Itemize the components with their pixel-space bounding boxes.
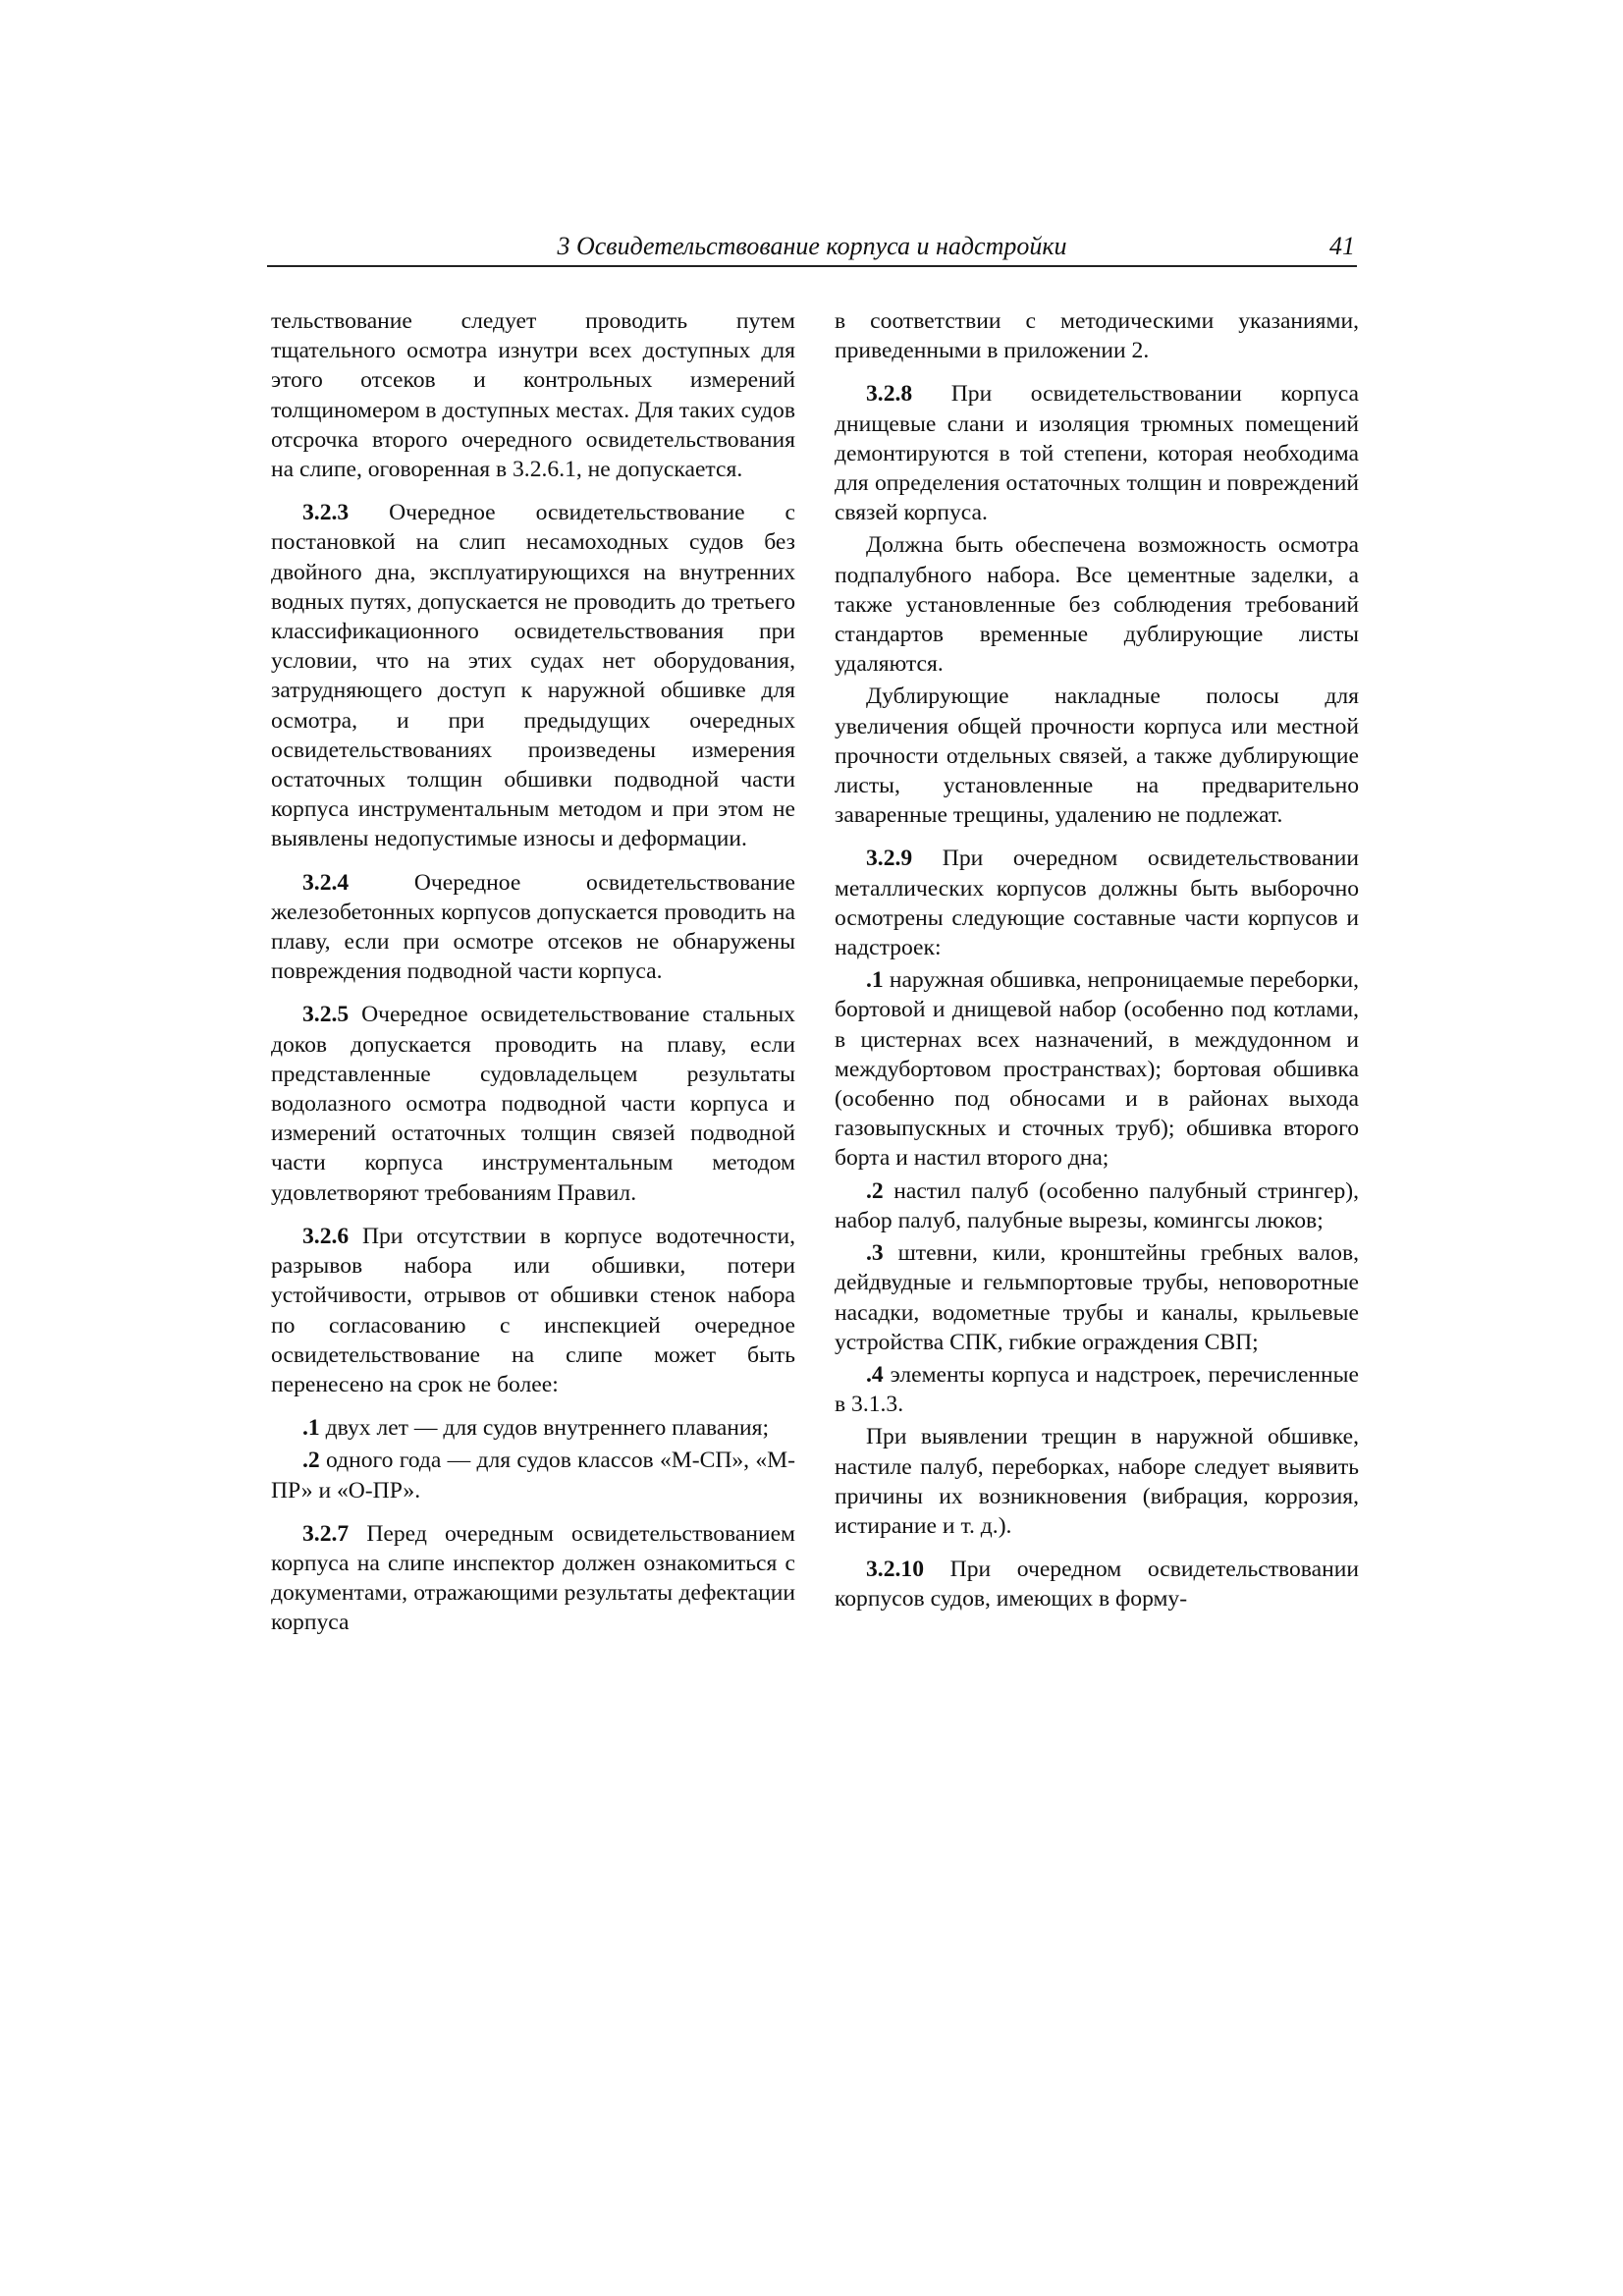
paragraph: 3.2.10 При очередном освидетельствовании корпусов судов, имеющих в форму- <box>835 1557 1359 1613</box>
clause-number: 3.2.4 <box>302 869 350 896</box>
left-column <box>271 306 795 1652</box>
clause-number: 3.2.10 <box>866 1557 924 1583</box>
item-number: .4 <box>866 1361 884 1388</box>
paragraph: 3.2.7 Перед очередным освидетельствованием корпуса на слипе инспектор должен ознакомиться с документами, отражающими результаты дефектации корпуса <box>271 1520 795 1636</box>
paragraph: тельствование следует проводить путем тщательного осмотра изнутри всех доступных для этого отсеков и контрольных измерений толщиномером в доступных местах. Для таких судов отсрочка второго очередного освидетельствования на слипе, оговоренная в 3.2.6.1, не допускается. <box>271 308 795 483</box>
item-number: .3 <box>866 1240 884 1267</box>
paragraph: 3.2.3 Очередное освидетельствование с постановкой на слип несамоходных судов без двойного дна, эксплуатирующихся на внутренних водных путях, допускается не проводить до третьего классификационного освидетельствования при условии, что на этих судах нет оборудования, затрудняющего доступ к наружной обшивке для осмотра, и при предыдущих очередных освидетельствованиях произведены измерения остаточных толщин обшивки подводной части корпуса инструментальным методом и при этом не выявлены недопустимые износы и деформации. <box>271 500 795 852</box>
list-item: .1 наружная обшивка, непроницаемые переборки, бортовой и днищевой набор (особенно под котлами, в цистернах всех назначений, в междудонном и междубортовом пространствах); бортовая обшивка (особенно под обносами и в районах выхода газовыпускных и сточных труб); обшивка второго борта и настил второго дна; <box>835 967 1359 1172</box>
paragraph: 3.2.4 Очередное освидетельствование железобетонных корпусов допускается проводить на плаву, если при осмотре отсеков не обнаружены повреждения подводной части корпуса. <box>271 869 795 985</box>
paragraph: 3.2.6 При отсутствии в корпусе водотечности, разрывов набора или обшивки, потери устойчивости, отрывов от обшивки стенок набора по согласованию с инспекцией очередное освидетельствование на слипе может быть перенесено на срок не более: <box>271 1223 795 1397</box>
running-header <box>267 232 1357 267</box>
paragraph: При выявлении трещин в наружной обшивке, настиле палуб, переборках, наборе следует выявить причины их возникновения (вибрация, коррозия, истирание и т. д.). <box>835 1424 1359 1539</box>
item-number: .2 <box>866 1177 884 1204</box>
clause-number: 3.2.3 <box>302 500 350 526</box>
list-item: .1 двух лет — для судов внутреннего плавания; <box>302 1415 770 1442</box>
list-item: .2 одного года — для судов классов «М-СП», «М-ПР» и «О-ПР». <box>271 1448 795 1503</box>
running-title: 3 Освидетельствование корпуса и надстройки <box>557 232 1067 260</box>
paragraph: в соответствии с методическими указаниями, приведенными в приложении 2. <box>835 308 1359 364</box>
paragraph: Должна быть обеспечена возможность осмотра подпалубного набора. Все цементные заделки, а также установленные без соблюдения требований стандартов временные дублирующие листы удаляются. <box>835 532 1359 678</box>
list-item: .3 штевни, кили, кронштейны гребных валов, дейдвудные и гельмпортовые трубы, неповоротные насадки, водометные трубы и каналы, крыльевые устройства СПК, гибкие ограждения СВП; <box>835 1240 1359 1355</box>
clause-number: 3.2.9 <box>866 846 913 872</box>
clause-number: 3.2.5 <box>302 1002 350 1028</box>
clause-number: 3.2.7 <box>302 1520 350 1547</box>
item-number: .1 <box>302 1415 320 1442</box>
paragraph: 3.2.8 При освидетельствовании корпуса днищевые слани и изоляция трюмных помещений демонтируются в той степени, которая необходима для определения остаточных толщин и повреждений связей корпуса. <box>835 381 1359 526</box>
paragraph: 3.2.5 Очередное освидетельствование стальных доков допускается проводить на плаву, если представленные судовладельцем результаты водолазного осмотра подводной части корпуса и измерений остаточных толщин связей подводной части корпуса инструментальным методом удовлетворяют требованиям Правил. <box>271 1002 795 1206</box>
clause-number: 3.2.8 <box>866 381 913 408</box>
item-number: .1 <box>866 967 884 994</box>
right-column <box>835 306 1359 1628</box>
page-number: 41 <box>1329 232 1355 260</box>
paragraph: Дублирующие накладные полосы для увеличения общей прочности корпуса или местной прочности отдельных связей, а также дублирующие листы, установленные на предварительно заваренные трещины, удалению не подлежат. <box>835 683 1359 829</box>
list-item: .4 элементы корпуса и надстроек, перечисленные в 3.1.3. <box>835 1361 1360 1418</box>
list-item: .2 настил палуб (особенно палубный стрингер), набор палуб, палубные вырезы, комингсы люков; <box>835 1177 1359 1233</box>
item-number: .2 <box>302 1448 320 1474</box>
clause-number: 3.2.6 <box>302 1223 350 1249</box>
paragraph: 3.2.9 При очередном освидетельствовании металлических корпусов должны быть выборочно осмотрены следующие составные части корпусов и надстроек: <box>835 846 1359 961</box>
